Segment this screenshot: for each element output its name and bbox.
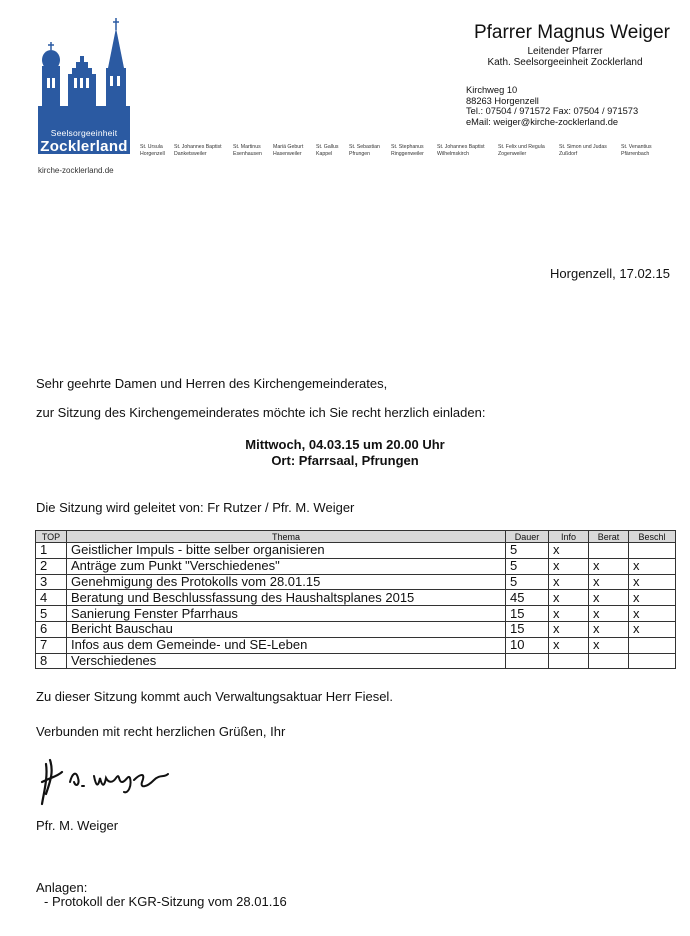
- cell-info: [549, 653, 589, 669]
- table-row: [36, 621, 676, 637]
- cell-beschl: x: [629, 558, 676, 574]
- cell-top: 5: [36, 606, 67, 622]
- sender-address: [466, 85, 638, 127]
- header-thema: Thema: [67, 531, 506, 543]
- cell-info: x: [549, 558, 589, 574]
- sender-block: [420, 22, 670, 68]
- closing-text: Verbunden mit recht herzlichen Grüßen, Ihr: [36, 724, 286, 739]
- cell-berat: x: [589, 558, 629, 574]
- parish-item: St. Simon und Judas Zußdorf: [559, 144, 607, 157]
- website-link[interactable]: kirche-zocklerland.de: [38, 166, 114, 175]
- cell-info: x: [549, 574, 589, 590]
- logo-text-line2: Zocklerland: [40, 138, 128, 155]
- header-berat: Berat: [589, 531, 629, 543]
- cell-top: 8: [36, 653, 67, 669]
- cell-beschl: x: [629, 606, 676, 622]
- table-row: [36, 653, 676, 669]
- cell-berat: x: [589, 590, 629, 606]
- pastor-name: Pfarrer Magnus Weiger: [473, 22, 670, 43]
- address-street: Kirchweg 10: [466, 85, 518, 95]
- cell-thema: Infos aus dem Gemeinde- und SE-Leben: [67, 637, 506, 653]
- cell-dauer: 5: [506, 574, 549, 590]
- signature-name: Pfr. M. Weiger: [36, 818, 119, 833]
- cell-dauer: 10: [506, 637, 549, 653]
- cell-info: x: [549, 590, 589, 606]
- cell-beschl: [629, 653, 676, 669]
- cell-dauer: [506, 653, 549, 669]
- letter-date: Horgenzell, 17.02.15: [550, 266, 670, 281]
- cell-top: 7: [36, 637, 67, 653]
- cell-dauer: 15: [506, 606, 549, 622]
- cell-berat: x: [589, 606, 629, 622]
- logo-text-line1: Seelsorgeeinheit: [50, 128, 118, 138]
- parish-item: St. Venantius Pfärrenbach: [621, 144, 652, 157]
- parish-item: St. Sebastian Pfrungen: [349, 144, 380, 157]
- meeting-time: Mittwoch, 04.03.15 um 20.00 Uhr: [245, 437, 445, 452]
- parish-item: St. Johannes Baptist Danketsweiler: [174, 144, 222, 157]
- salutation: Sehr geehrte Damen und Herren des Kirchengemeinderates,: [36, 376, 388, 391]
- address-city: 88263 Horgenzell: [466, 95, 539, 106]
- parish-item: Mariä Geburt Hasenweiler: [273, 144, 304, 157]
- agenda-table: [35, 530, 676, 669]
- cell-thema: Geistlicher Impuls - bitte selber organisieren: [67, 543, 506, 559]
- cell-berat: [589, 543, 629, 559]
- parish-list: [140, 144, 680, 164]
- cell-dauer: 5: [506, 558, 549, 574]
- cell-thema: Sanierung Fenster Pfarrhaus: [67, 606, 506, 622]
- header-top: TOP: [36, 531, 67, 543]
- cell-beschl: x: [629, 574, 676, 590]
- cell-beschl: [629, 543, 676, 559]
- cell-info: x: [549, 606, 589, 622]
- handwritten-signature: [36, 752, 176, 812]
- signature-icon: [36, 752, 176, 812]
- header-info: Info: [549, 531, 589, 543]
- attachments-label: Anlagen:: [36, 880, 88, 895]
- table-row: [36, 574, 676, 590]
- attachment-item: - Protokoll der KGR-Sitzung vom 28.01.16: [44, 894, 287, 909]
- agenda-header-row: [36, 531, 676, 543]
- parish-item: St. Felix und Regula Zogenweiler: [498, 144, 545, 157]
- cell-beschl: x: [629, 590, 676, 606]
- parish-item: St. Stephanus Ringgenweiler: [391, 144, 424, 157]
- cell-berat: x: [589, 621, 629, 637]
- intro-text: zur Sitzung des Kirchengemeinderates möchte ich Sie recht herzlich einladen:: [36, 405, 486, 420]
- parish-item: St. Johannes Baptist Wilhelmskirch: [437, 144, 485, 157]
- address-email[interactable]: eMail: weiger@kirche-zocklerland.de: [466, 116, 619, 127]
- cell-thema: Verschiedenes: [67, 653, 506, 669]
- cell-dauer: 45: [506, 590, 549, 606]
- table-row: [36, 590, 676, 606]
- cell-info: x: [549, 621, 589, 637]
- table-row: [36, 543, 676, 559]
- cell-info: x: [549, 543, 589, 559]
- cell-dauer: 5: [506, 543, 549, 559]
- parish-item: St. Gallus Kappel: [316, 144, 339, 157]
- chair-text: Die Sitzung wird geleitet von: Fr Rutzer / Pfr. M. Weiger: [36, 500, 355, 515]
- parish-item: St. Martinus Esenhausen: [233, 144, 262, 157]
- cell-beschl: [629, 637, 676, 653]
- meeting-place: Ort: Pfarrsaal, Pfrungen: [271, 453, 419, 468]
- cell-berat: x: [589, 574, 629, 590]
- table-row: [36, 558, 676, 574]
- cell-thema: Anträge zum Punkt "Verschiedenes": [67, 558, 506, 574]
- cell-thema: Genehmigung des Protokolls vom 28.01.15: [67, 574, 506, 590]
- header-beschl: Beschl: [629, 531, 676, 543]
- cell-thema: Bericht Bauschau: [67, 621, 506, 637]
- cell-top: 3: [36, 574, 67, 590]
- parish-item: St. Ursula Horgenzell: [140, 144, 165, 157]
- header-dauer: Dauer: [506, 531, 549, 543]
- cell-beschl: x: [629, 621, 676, 637]
- cell-thema: Beratung und Beschlussfassung des Haushaltsplanes 2015: [67, 590, 506, 606]
- cell-top: 4: [36, 590, 67, 606]
- cell-top: 6: [36, 621, 67, 637]
- cell-berat: [589, 653, 629, 669]
- cell-info: x: [549, 637, 589, 653]
- pastor-role: Leitender Pfarrer: [527, 46, 603, 57]
- pastor-unit: Kath. Seelsorgeeinheit Zocklerland: [487, 57, 643, 68]
- cell-dauer: 15: [506, 621, 549, 637]
- table-row: [36, 637, 676, 653]
- address-phone: Tel.: 07504 / 971572 Fax: 07504 / 971573: [466, 106, 639, 116]
- cell-berat: x: [589, 637, 629, 653]
- guest-note: Zu dieser Sitzung kommt auch Verwaltungsaktuar Herr Fiesel.: [36, 689, 393, 704]
- cell-top: 2: [36, 558, 67, 574]
- cell-top: 1: [36, 543, 67, 559]
- table-row: [36, 606, 676, 622]
